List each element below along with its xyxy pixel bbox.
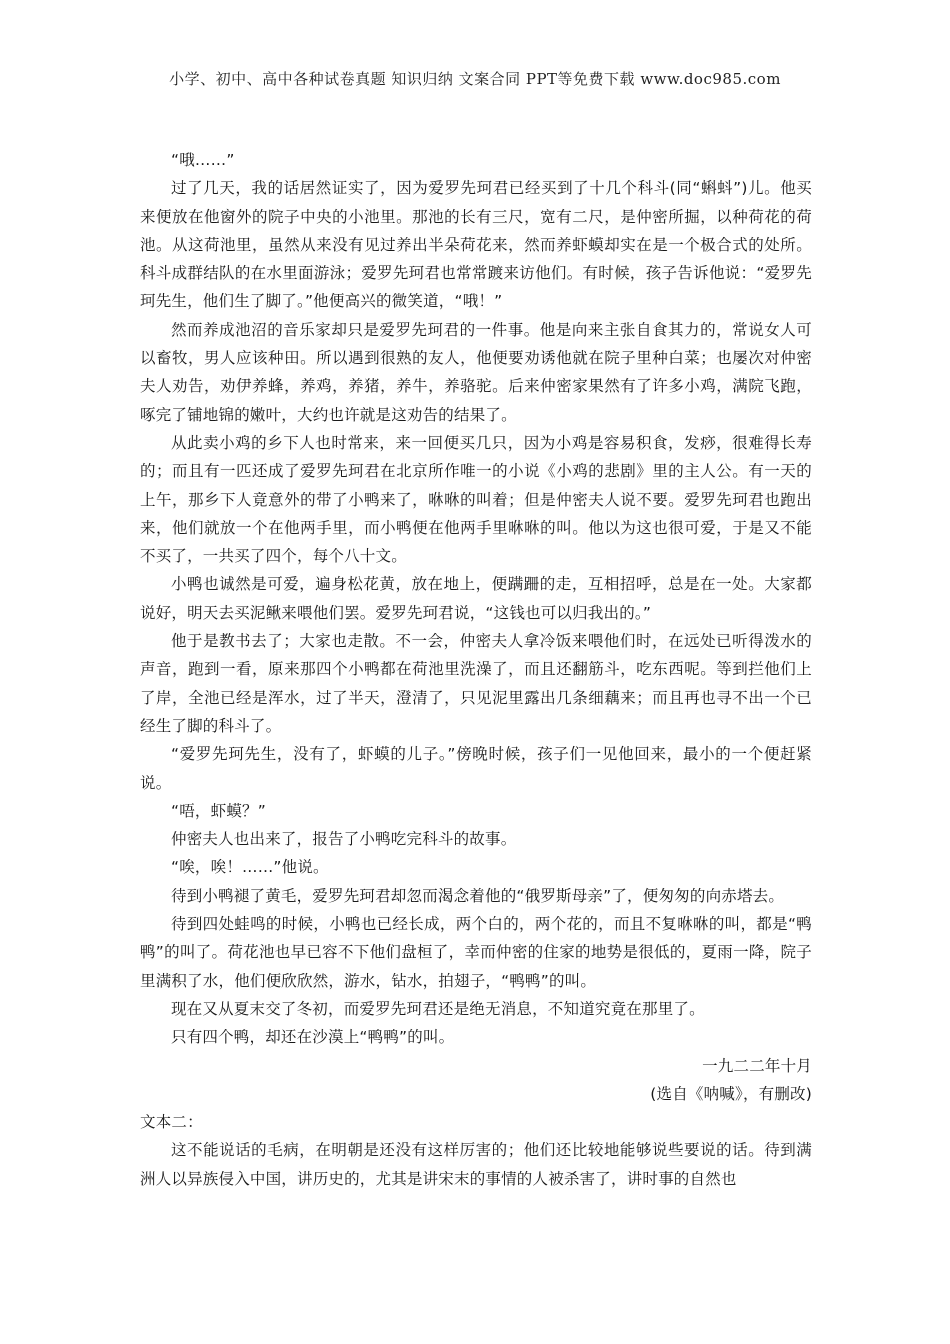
section-label: 文本二： [140,1113,203,1132]
paragraph: 仲密夫人也出来了，报告了小鸭吃完科斗的故事。 [171,830,517,849]
paragraph: “哦……” [171,151,235,169]
document-body [140,146,812,1193]
date-line: 一九二二年十月 [702,1056,812,1075]
paragraph: “唉，唉！……”他说。 [171,858,329,877]
paragraph: 过了几天，我的话居然证实了，因为爱罗先珂君已经买到了十几个科斗(同“蝌蚪”)儿。他买来便放在他窗外的院子中央的小池里。那池的长有三尺，宽有二尺，是仲密所掘，以种荷花的荷池。从这荷池里，虽然从来没有见过养出半朵荷花来，然而养虾蟆却实在是一个极合式的处所。科斗成群结队的在水里面游泳；爱罗先珂君也常常踱来访他们。有时候，孩子告诉他说：“爱罗先珂先生，他们生了脚了。”他便高兴的微笑道，“哦！” [140,179,812,311]
text2-paragraph: 这不能说话的毛病，在明朝是还没有这样厉害的；他们还比较地能够说些要说的话。待到满洲人以异族侵入中国，讲历史的，尤其是讲宋末的事情的人被杀害了，讲时事的自然也 [140,1141,812,1188]
paragraph: “唔，虾蟆？” [171,801,266,820]
paragraph: 待到四处蛙鸣的时候，小鸭也已经长成，两个白的，两个花的，而且不复咻咻的叫，都是“鸭鸭”的叫了。荷花池也早已容不下他们盘桓了，幸而仲密的住家的地势是很低的，夏雨一降，院子里满积了水，他们便欣欣然，游水，钻水，拍翅子，“鸭鸭”的叫。 [140,915,812,990]
paragraph: 然而养成池沼的音乐家却只是爱罗先珂君的一件事。他是向来主张自食其力的，常说女人可以畜牧，男人应该种田。所以遇到很熟的友人，他便要劝诱他就在院子里种白菜；也屡次对仲密夫人劝告，劝伊养蜂，养鸡，养猪，养牛，养骆驼。后来仲密家果然有了许多小鸡，满院飞跑，啄完了铺地锦的嫩叶，大约也许就是这劝告的结果了。 [140,320,812,424]
paragraph: “爱罗先珂先生，没有了，虾蟆的儿子。”傍晚时候，孩子们一见他回来，最小的一个便赶紧说。 [140,745,812,792]
paragraph: 只有四个鸭，却还在沙漠上“鸭鸭”的叫。 [171,1028,455,1047]
page-header: 小学、初中、高中各种试卷真题 知识归纳 文案合同 PPT等免费下载 www.doc985.com [169,70,781,88]
paragraph: 现在又从夏末交了冬初，而爱罗先珂君还是绝无消息，不知道究竟在那里了。 [171,999,705,1018]
paragraph: 他于是教书去了；大家也走散。不一会，仲密夫人拿冷饭来喂他们时，在远处已听得泼水的声音，跑到一看，原来那四个小鸭都在荷池里洗澡了，而且还翻筋斗，吃东西呢。等到拦他们上了岸，全池已经是浑水，过了半天，澄清了，只见泥里露出几条细藕来；而且再也寻不出一个已经生了脚的科斗了。 [140,632,812,735]
source-line: (选自《呐喊》，有删改) [650,1084,812,1103]
paragraph: 从此卖小鸡的乡下人也时常来，来一回便买几只，因为小鸡是容易积食，发痧，很难得长寿的；而且有一匹还成了爱罗先珂君在北京所作唯一的小说《小鸡的悲剧》里的主人公。有一天的上午，那乡下人竟意外的带了小鸭来了，咻咻的叫着；但是仲密夫人说不要。爱罗先珂君也跑出来，他们就放一个在他两手里，而小鸭便在他两手里咻咻的叫。他以为这也很可爱，于是又不能不买了，一共买了四个，每个八十文。 [140,433,812,566]
paragraph: 待到小鸭褪了黄毛，爱罗先珂君却忽而渴念着他的“俄罗斯母亲”了，便匆匆的向赤塔去。 [171,886,785,905]
paragraph: 小鸭也诚然是可爱，遍身松花黄，放在地上，便蹒跚的走，互相招呼，总是在一处。大家都说好，明天去买泥鳅来喂他们罢。爱罗先珂君说，“这钱也可以归我出的。” [140,575,812,622]
